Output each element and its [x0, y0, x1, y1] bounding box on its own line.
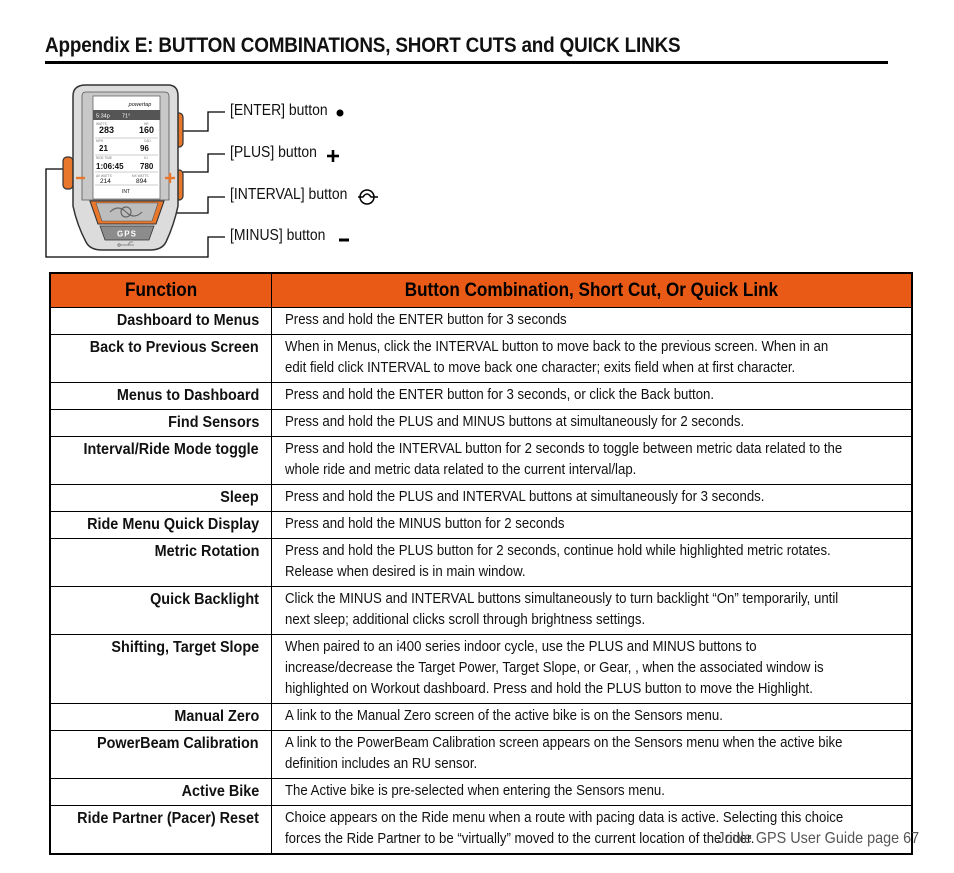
label-ride-time: RIDE TIME [96, 156, 113, 160]
function-cell: Metric Rotation [50, 539, 272, 587]
function-cell: Dashboard to Menus [50, 308, 272, 335]
screen-int-label: INT [121, 189, 131, 195]
description-cell: Press and hold the PLUS and INTERVAL buttons at simultaneously for 3 seconds. [272, 485, 913, 512]
table-row [50, 437, 912, 485]
interval-icon [358, 190, 378, 204]
title-underline [45, 61, 888, 64]
enter-callout-line [183, 112, 225, 131]
table-row [50, 410, 912, 437]
description-cell: When paired to an i400 series indoor cycle, use the PLUS and MINUS buttons to increase/decrease the Target Power, Target Slope, or Gear, , when the associated window is highlighted on Workout dashboard. Press and hold the PLUS button to move the Highlight. [272, 635, 913, 704]
function-cell: PowerBeam Calibration [50, 731, 272, 779]
function-cell: Quick Backlight [50, 587, 272, 635]
value-watts: 283 [99, 125, 115, 135]
function-cell: Manual Zero [50, 704, 272, 731]
screen-temp: 71° [122, 113, 131, 120]
table-row [50, 731, 912, 779]
value-av-watts: 214 [100, 178, 111, 185]
description-cell: A link to the Manual Zero screen of the active bike is on the Sensors menu. [272, 704, 913, 731]
table-row [50, 308, 912, 335]
minus-button-label: [MINUS] button [230, 227, 326, 244]
function-cell: Active Bike [50, 779, 272, 806]
table-row [50, 635, 912, 704]
description-cell: When in Menus, click the INTERVAL button to move back to the previous screen. When in an edit field click INTERVAL to move back one character; exits field when at first character. [272, 335, 913, 383]
enter-dot-icon [337, 110, 344, 117]
description-cell: Press and hold the PLUS button for 2 seconds, continue hold while highlighted metric rotates. Release when desired is in main window. [272, 539, 913, 587]
device-illustration [40, 80, 400, 270]
page-footer: Joule GPS User Guide page 67 [717, 830, 919, 847]
enter-button-label: [ENTER] button [230, 102, 328, 119]
function-cell: Back to Previous Screen [50, 335, 272, 383]
page-title: Appendix E: BUTTON COMBINATIONS, SHORT CUTS and QUICK LINKS [45, 34, 681, 57]
label-mx-watts: MX WATTS [132, 174, 149, 178]
label-hr: HR [144, 122, 149, 126]
description-cell: The Active bike is pre-selected when entering the Sensors menu. [272, 779, 913, 806]
table-header-row [50, 273, 912, 308]
description-cell: A link to the PowerBeam Calibration screen appears on the Sensors menu when the active bike definition includes an RU sensor. [272, 731, 913, 779]
table-row [50, 587, 912, 635]
button-combinations-table [49, 272, 913, 855]
table-row [50, 539, 912, 587]
screen-time: 5:34p [96, 113, 110, 120]
value-kj: 780 [140, 162, 154, 171]
function-cell: Ride Partner (Pacer) Reset [50, 806, 272, 855]
description-cell: Press and hold the INTERVAL button for 2 seconds to toggle between metric data related to the whole ride and metric data related to the current interval/lap. [272, 437, 913, 485]
plus-icon [327, 150, 339, 162]
brand-text: powertap [128, 102, 152, 108]
interval-button-label: [INTERVAL] button [230, 186, 348, 203]
value-ride-time: 1:06:45 [96, 162, 124, 171]
header-combination: Button Combination, Short Cut, Or Quick Link [272, 273, 913, 308]
table-row [50, 779, 912, 806]
header-function: Function [50, 273, 272, 308]
table-row [50, 512, 912, 539]
device-diagram [40, 80, 400, 270]
description-cell: Choice appears on the Ride menu when a route with pacing data is active. Selecting this choice forces the Ride Partner to be “virtually” moved to the current location of the rider. [272, 806, 913, 855]
label-kj: KJ [144, 156, 148, 160]
value-mx-watts: 894 [136, 178, 147, 185]
table-row [50, 383, 912, 410]
function-cell: Interval/Ride Mode toggle [50, 437, 272, 485]
table-row [50, 485, 912, 512]
table-row [50, 335, 912, 383]
plus-callout-line [183, 154, 225, 172]
function-cell: Menus to Dashboard [50, 383, 272, 410]
function-cell: Sleep [50, 485, 272, 512]
value-hr: 160 [139, 125, 155, 135]
gps-label: GPS [117, 229, 137, 239]
value-cad: 96 [140, 144, 149, 153]
description-cell: Press and hold the ENTER button for 3 seconds, or click the Back button. [272, 383, 913, 410]
function-cell: Ride Menu Quick Display [50, 512, 272, 539]
value-mph: 21 [99, 144, 108, 153]
label-cad: CAD [144, 139, 151, 143]
description-cell: Press and hold the ENTER button for 3 seconds [272, 308, 913, 335]
function-cell: Shifting, Target Slope [50, 635, 272, 704]
minus-side-button [63, 157, 73, 189]
description-cell: Click the MINUS and INTERVAL buttons simultaneously to turn backlight “On” temporarily, until next sleep; additional clicks scroll through brightness settings. [272, 587, 913, 635]
label-av-watts: AV WATTS [96, 174, 112, 178]
plus-button-label: [PLUS] button [230, 144, 317, 161]
description-cell: Press and hold the MINUS button for 2 seconds [272, 512, 913, 539]
function-cell: Find Sensors [50, 410, 272, 437]
label-watts: WATTS [96, 122, 107, 126]
description-cell: Press and hold the PLUS and MINUS buttons at simultaneously for 2 seconds. [272, 410, 913, 437]
label-mph: MPH [96, 139, 104, 143]
table-row [50, 704, 912, 731]
